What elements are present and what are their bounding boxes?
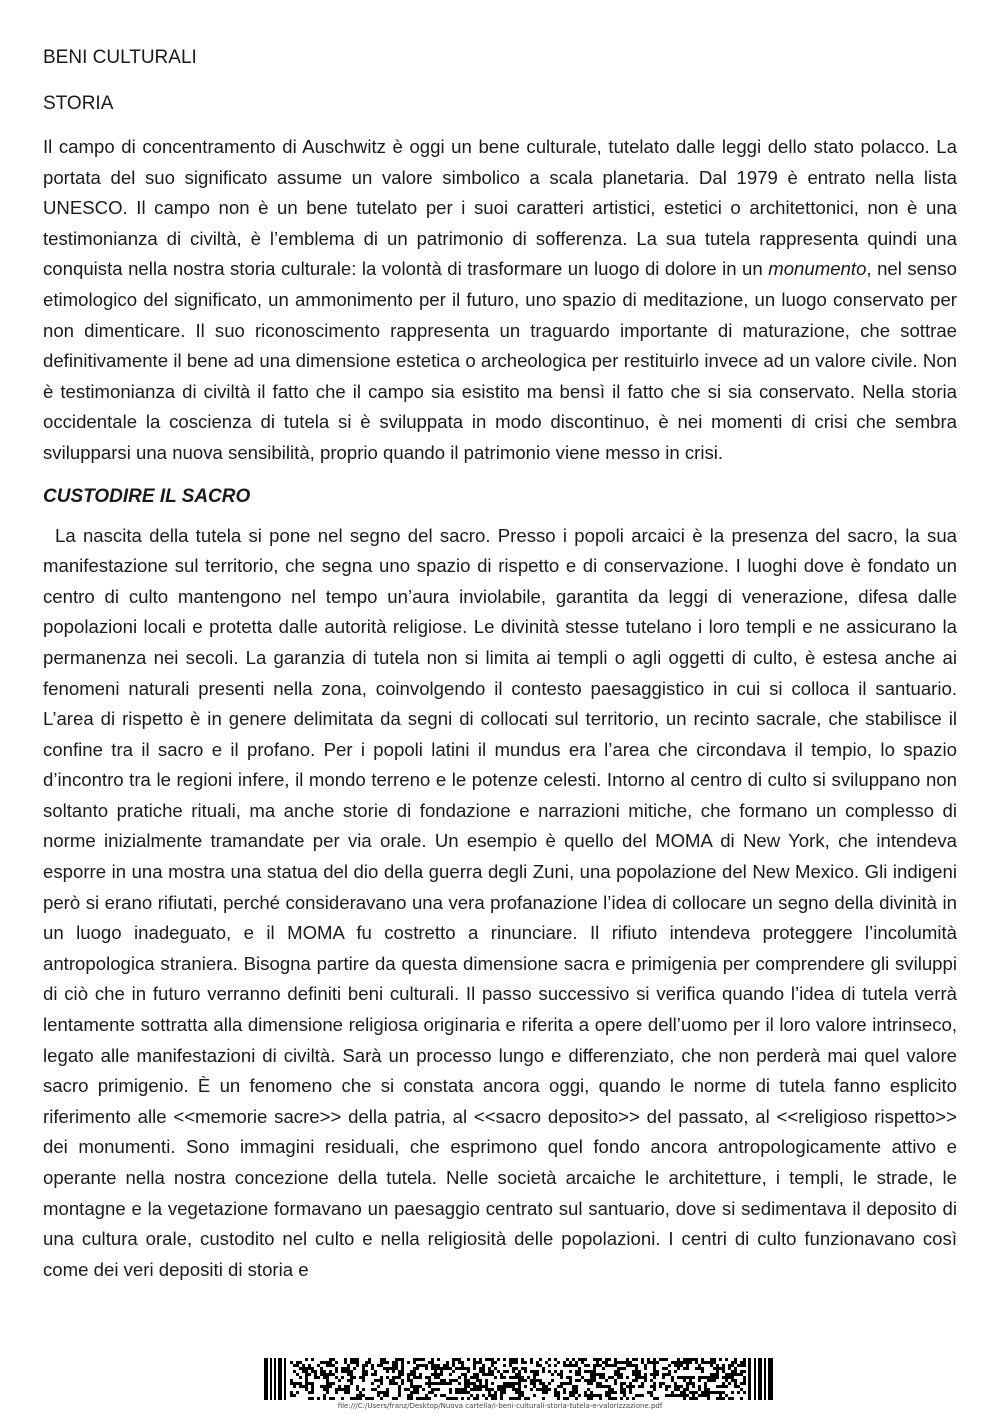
intro-paragraph-part-b: , nel senso etimologico del significato, un ammonimento per il futuro, uno spazio di meditazione, un luogo conservato per non dimenticare. Il suo riconoscimento rappresenta un traguardo importante di maturazione, che sottrae definitivamente il bene ad una dimensione estetica o archeologica per restituirlo invece ad un valore civile. Non è testimonianza di civiltà il fatto che il campo sia esistito ma bensì il fatto che si sia conservato. Nella storia occidentale la coscienza di tutela si è sviluppata in modo discontinuo, è nei momenti di crisi che sembra svilupparsi una nuova sensibilità, proprio quando il patrimonio viene messo in crisi. — [43, 258, 957, 463]
file-path-footer: file:///C:/Users/franz/Desktop/Nuova cartella/i-beni-culturali-storia-tutela-e-valorizzazione.pdf — [337, 1402, 663, 1410]
section-title: CUSTODIRE IL SACRO — [43, 485, 251, 507]
intro-paragraph — [43, 132, 957, 469]
intro-paragraph-emphasis: monumento — [768, 258, 867, 280]
barcode-image — [264, 1358, 774, 1400]
intro-paragraph-part-a: Il campo di concentramento di Auschwitz è oggi un bene culturale, tutelato dalle leggi dello stato polacco. La portata del suo significato assume un valore simbolico a scala planetaria. Dal 1979 è entrato nella lista UNESCO. Il campo non è un bene tutelato per i suoi caratteri artistici, estetici o architettonici, non è una testimonianza di civiltà, è l’emblema di un patrimonio di sofferenza. La sua tutela rappresenta quindi una conquista nella nostra storia culturale: la volontà di trasformare un luogo di dolore in un — [43, 136, 957, 280]
document-page — [43, 44, 957, 1280]
document-title: BENI CULTURALI — [43, 47, 197, 68]
section-paragraph: La nascita della tutela si pone nel segno del sacro. Presso i popoli arcaici è la presenza del sacro, la sua manifestazione sul territorio, che segna uno spazio di rispetto e di conservazione. I luoghi dove è fondato un centro di culto mantengono nel tempo un’aura inviolabile, garantita da leggi di venerazione, difesa dalle popolazioni locali e protetta dalle autorità religiose. Le divinità stesse tutelano i loro templi e ne assicurano la permanenza nei secoli. La garanzia di tutela non si limita ai templi o agli oggetti di culto, è estesa anche ai fenomeni naturali presenti nella zona, coinvolgendo il contesto paesaggistico in cui si colloca il santuario. L’area di rispetto è in genere delimitata da segni di collocati sul territorio, un recinto sacrale, che stabilisce il confine tra il sacro e il profano. Per i popoli latini il mundus era l’area che circondava il tempio, lo spazio d’incontro tra le regioni infere, il mondo terreno e le potenze celesti. Intorno al centro di culto si sviluppano non soltanto pratiche rituali, ma anche storie di fondazione e narrazioni mitiche, che formano un complesso di norme inizialmente tramandate per via orale. Un esempio è quello del MOMA di New York, che intendeva esporre in una mostra una statua del dio della guerra degli Zuni, una popolazione del New Mexico. Gli indigeni però si erano rifiutati, perché consideravano una vera profanazione l’idea di collocare un segno della divinità in un luogo inadeguato, e il MOMA fu costretto a rinunciare. Il rifiuto intendeva proteggere l’incolumità antropologica straniera. Bisogna partire da questa dimensione sacra e primigenia per comprendere gli sviluppi di ciò che in futuro verranno definiti beni culturali. Il passo successivo si verifica quando l’idea di tutela verrà lentamente sottratta alla dimensione religiosa originaria e riferita a opere dell’uomo per il loro valore intrinseco, legato alle manifestazioni di civiltà. Sarà un processo lungo e differenziato, che non perderà mai quel valore sacro primigenio. È un fenomeno che si constata ancora oggi, quando le norme di tutela fanno esplicito riferimento alle <<memorie sacre>> della patria, al <<sacro deposito>> del passato, al <<religioso rispetto>> dei monumenti. Sono immagini residuali, che esprimono quel fondo ancora antropologicamente attivo e operante nella nostra concezione della tutela. Nelle società arcaiche le architetture, i templi, le strade, le montagne e la vegetazione formavano un paesaggio centrato sul santuario, dove si sedimentava il deposito di una cultura orale, custodito nel culto e nella religiosità delle popolazioni. I centri di culto funzionavano così come dei veri depositi di storia e — [43, 524, 957, 1280]
document-subtitle: STORIA — [43, 93, 114, 114]
